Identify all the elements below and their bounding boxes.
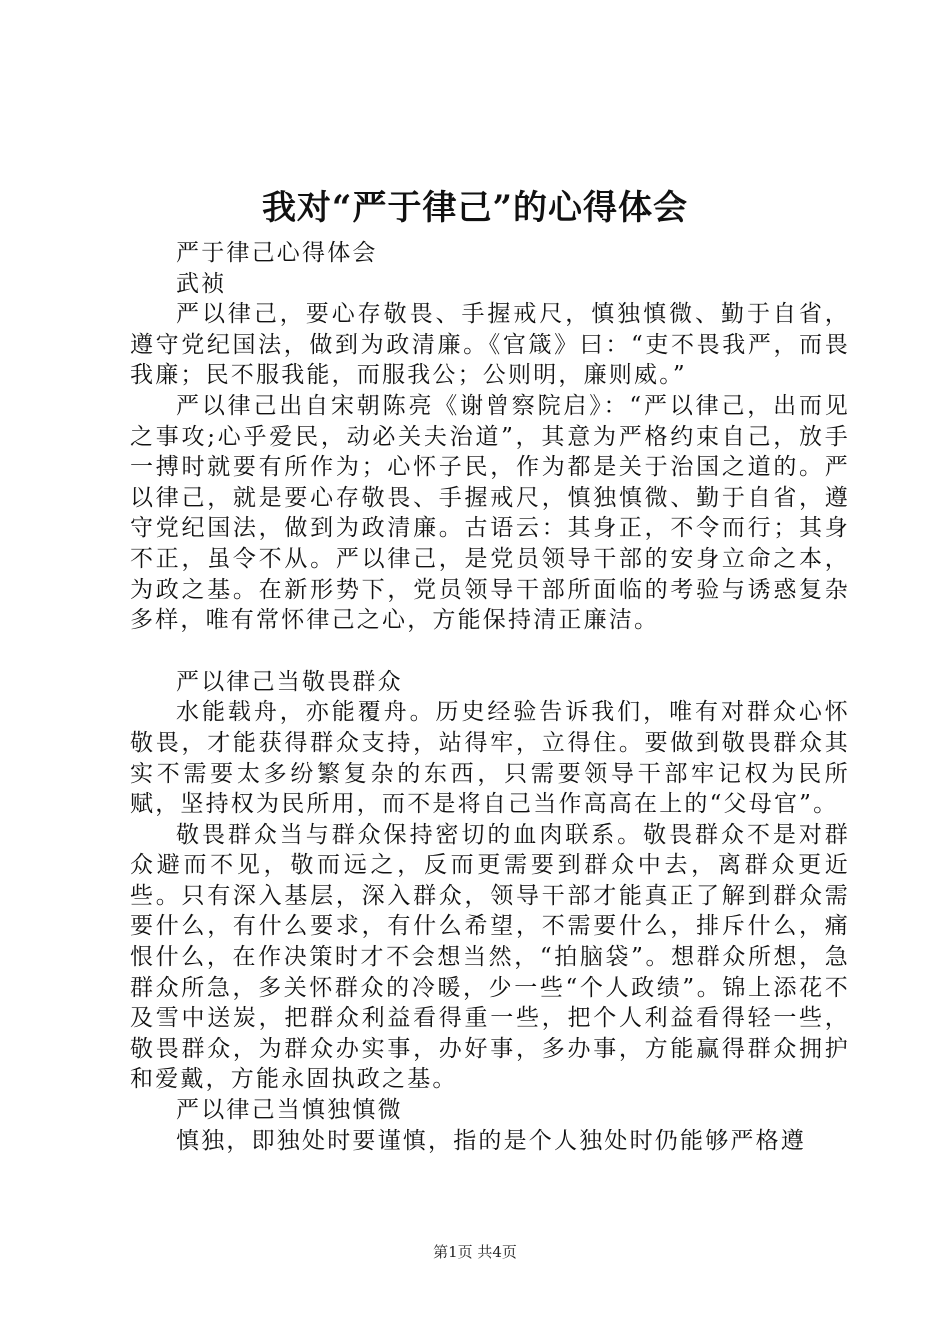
section-heading: 严以律己当敬畏群众 <box>176 668 403 695</box>
document-body <box>130 238 850 1156</box>
author: 武祯 <box>176 270 227 297</box>
section-heading: 严以律己当慎独慎微 <box>176 1097 403 1124</box>
paragraph: 慎独，即独处时要谨慎，指的是个人独处时仍能够严格遵 <box>176 1127 806 1154</box>
paragraph: 水能载舟，亦能覆舟。历史经验告诉我们，唯有对群众心怀敬畏，才能获得群众支持，站得牢，立得住。要做到敬畏群众其实不需要太多纷繁复杂的东西，只需要领导干部牢记权为民所赋，坚持权为民所用，而不是将自己当作高高在上的“父母官”。 <box>130 699 850 818</box>
paragraph: 严以律己出自宋朝陈亮《谢曾察院启》：“严以律己，出而见之事攻;心乎爱民，动必关夫治道”，其意为严格约束自己，放手一搏时就要有所作为；心怀子民，作为都是关于治国之道的。严以律己，就是要心存敬畏、手握戒尺，慎独慎微、勤于自省，遵守党纪国法，做到为政清廉。古语云：其身正，不令而行；其身不正，虽令不从。严以律己，是党员领导干部的安身立命之本，为政之基。在新形势下，党员领导干部所面临的考验与诱惑复杂多样，唯有常怀律己之心，方能保持清正廉洁。 <box>130 392 850 634</box>
subtitle: 严于律己心得体会 <box>176 240 378 266</box>
page-footer: 第1页 共4页 <box>433 1243 517 1261</box>
paragraph: 敬畏群众当与群众保持密切的血肉联系。敬畏群众不是对群众避而不见，敬而远之，反而更需要到群众中去，离群众更近些。只有深入基层，深入群众，领导干部才能真正了解到群众需要什么，有什么要求，有什么希望，不需要什么，排斥什么，痛恨什么，在作决策时才不会想当然，“拍脑袋”。想群众所想，急群众所急，多关怀群众的冷暖，少一些“个人政绩”。锦上添花不及雪中送炭，把群众利益看得重一些，把个人利益看得轻一些，敬畏群众，为群众办实事，办好事，多办事，方能赢得群众拥护和爱戴，方能永固执政之基。 <box>130 821 850 1093</box>
paragraph: 严以律己，要心存敬畏、手握戒尺，慎独慎微、勤于自省，遵守党纪国法，做到为政清廉。《官箴》曰：“吏不畏我严，而畏我廉；民不服我能，而服我公；公则明，廉则威。” <box>130 301 850 389</box>
document-title: 我对“严于律己”的心得体会 <box>261 188 689 228</box>
